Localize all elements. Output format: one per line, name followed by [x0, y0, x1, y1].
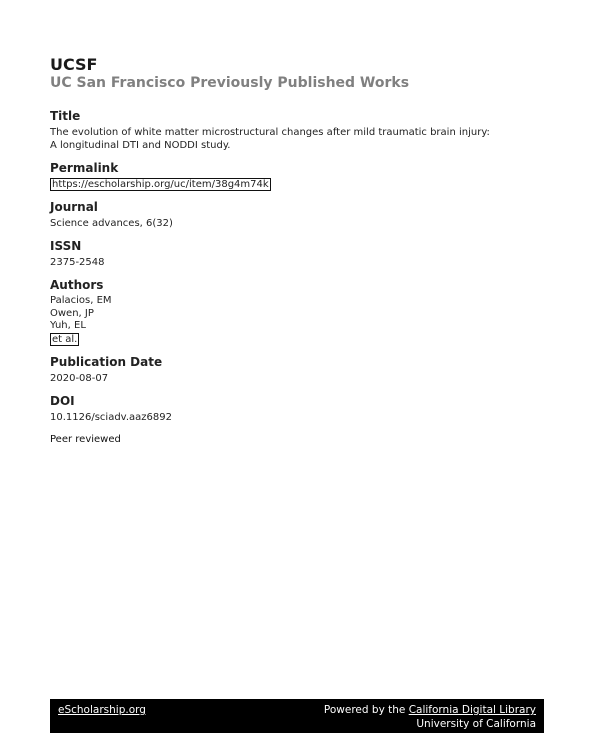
et-al-link[interactable]: et al. — [52, 333, 78, 345]
document-page — [50, 55, 544, 446]
title-section — [50, 109, 544, 152]
permalink-label: Permalink — [50, 161, 119, 175]
org-name: UCSF — [50, 55, 98, 74]
doi-label: DOI — [50, 394, 75, 408]
author-name: Yuh, EL — [50, 320, 86, 331]
permalink-link[interactable]: https://escholarship.org/uc/item/38g4m74k — [52, 179, 269, 190]
issn-value: 2375-2548 — [50, 257, 105, 268]
series-title: UC San Francisco Previously Published Works — [50, 75, 410, 91]
title-line-1: The evolution of white matter microstructural changes after mild traumatic brain injury: — [50, 127, 490, 138]
escholarship-link[interactable]: eScholarship.org — [58, 704, 146, 716]
powered-by-text: Powered by the — [323, 704, 409, 716]
title-label: Title — [50, 109, 81, 123]
cdl-link[interactable]: California Digital Library — [408, 704, 536, 716]
footer-bar — [50, 699, 544, 733]
peer-reviewed-status: Peer reviewed — [50, 434, 121, 445]
journal-section — [50, 200, 544, 230]
title-line-2: A longitudinal DTI and NODDI study. — [50, 140, 231, 151]
journal-label: Journal — [50, 200, 98, 214]
publication-date-section — [50, 355, 544, 385]
doi-value: 10.1126/sciadv.aaz6892 — [50, 412, 172, 423]
issn-section — [50, 239, 544, 269]
publication-date-value: 2020-08-07 — [50, 373, 109, 384]
publication-date-label: Publication Date — [50, 355, 163, 369]
authors-section — [50, 278, 544, 346]
journal-value: Science advances, 6(32) — [50, 218, 173, 229]
university-text: University of California — [416, 718, 536, 730]
permalink-section — [50, 161, 544, 191]
authors-label: Authors — [50, 278, 104, 292]
author-name: Palacios, EM — [50, 295, 112, 306]
doi-section — [50, 394, 544, 424]
author-name: Owen, JP — [50, 307, 94, 319]
footer-credits — [324, 703, 536, 731]
issn-label: ISSN — [50, 239, 82, 253]
